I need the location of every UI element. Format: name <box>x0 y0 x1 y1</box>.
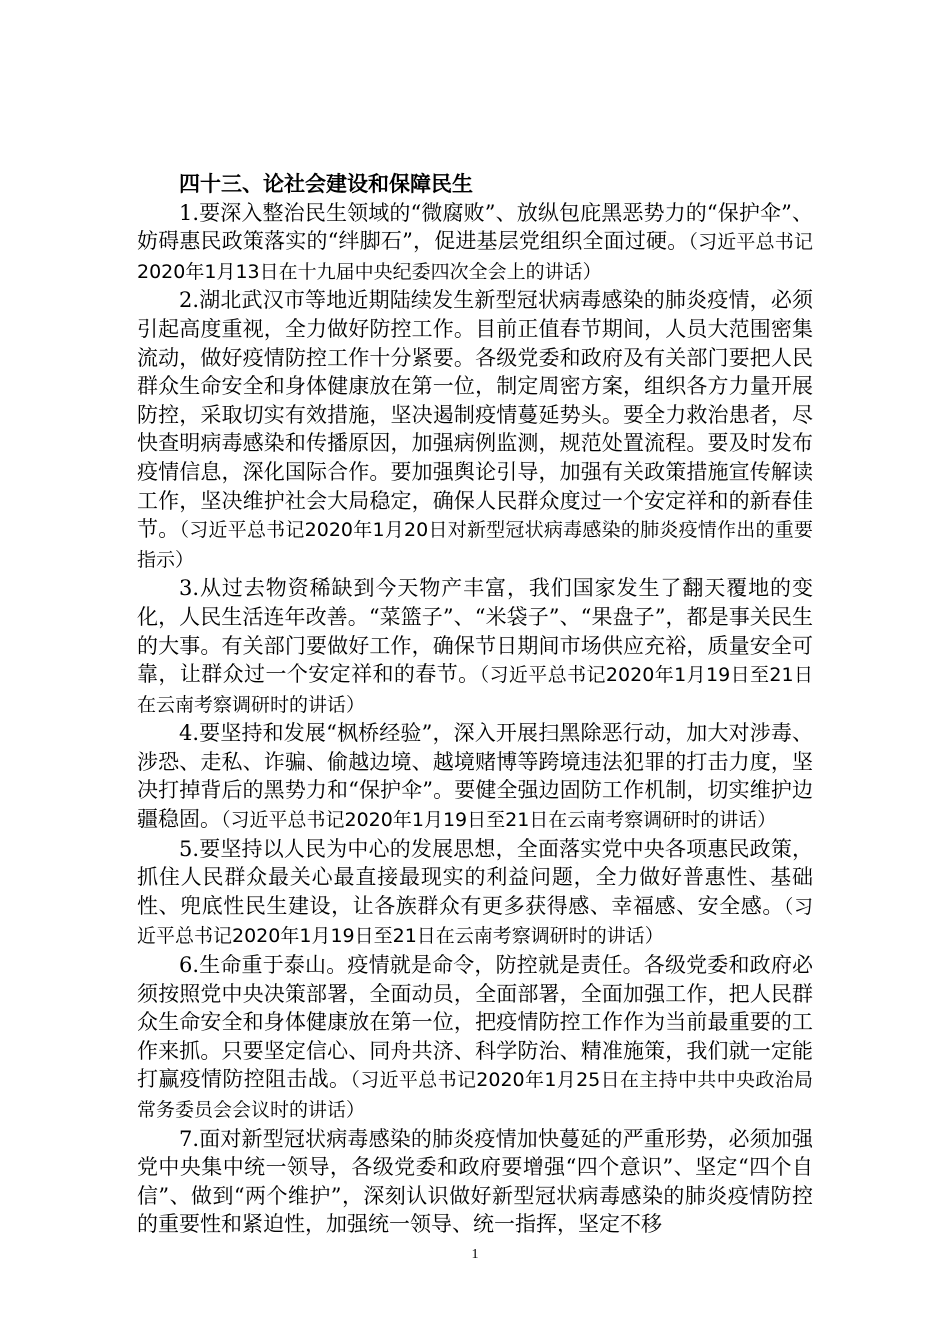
paragraph-citation: （习近平总书记2020年1月13日在十九届中央纪委四次全会上的讲话） <box>137 231 813 283</box>
paragraph-text: 2.湖北武汉市等地近期陆续发生新型冠状病毒感染的肺炎疫情，必须引起高度重视，全力做好防控工作。目前正值春节期间，人员大范围密集流动，做好疫情防控工作十分紧要。各级党委和政府及有关部门要把人民群众生命安全和身体健康放在第一位，制定周密方案，组织各方力量开展防控，采取切实有效措施，坚决遏制疫情蔓延势头。要全力救治患者，尽快查明病毒感染和传播原因，加强病例监测，规范处置流程。要及时发布疫情信息，深化国际合作。要加强舆论引导，加强有关政策措施宣传解读工作，坚决维护社会大局稳定，确保人民群众度过一个安定祥和的新春佳节。 <box>137 288 813 542</box>
paragraph-3 <box>137 574 813 719</box>
paragraph-text: 3.从过去物资稀缺到今天物产丰富，我们国家发生了翻天覆地的变化，人民生活连年改善。“菜篮子”、“米袋子”、“果盘子”，都是事关民生的大事。有关部门要做好工作，确保节日期间市场供应充裕，质量安全可靠，让群众过一个安定祥和的春节。 <box>137 576 813 687</box>
paragraph-2 <box>137 286 813 574</box>
paragraph-text: 7.面对新型冠状病毒感染的肺炎疫情加快蔓延的严重形势，必须加强党中央集中统一领导，各级党委和政府要增强“四个意识”、坚定“四个自信”、做到“两个维护”，深刻认识做好新型冠状病毒感染的肺炎疫情防控的重要性和紧迫性，加强统一领导、统一指挥，坚定不移 <box>137 1126 813 1237</box>
paragraph-citation: （习近平总书记2020年1月19日至21日在云南考察调研时的讲话） <box>137 664 814 716</box>
paragraph-text: 4.要坚持和发展“枫桥经验”，深入开展扫黑除恶行动，加大对涉毒、涉恐、走私、诈骗、偷越边境、越境赌博等跨境违法犯罪的打击力度，坚决打掉背后的黑势力和“保护伞”。要健全强边固防工作机制，切实维护边疆稳固。 <box>137 721 813 832</box>
document-body <box>137 170 813 1240</box>
section-heading: 四十三、论社会建设和保障民生 <box>179 171 473 196</box>
paragraph-citation: （习近平总书记2020年1月19日至21日在云南考察调研时的讲话） <box>137 895 813 948</box>
paragraph-7 <box>137 1125 813 1240</box>
page-number: 1 <box>471 1247 479 1262</box>
paragraph-citation: （习近平总书记2020年1月20日对新型冠状病毒感染的肺炎疫情作出的重要指示） <box>137 519 814 571</box>
paragraph-4 <box>137 719 813 834</box>
paragraph-5 <box>137 835 813 951</box>
paragraph-citation: （习近平总书记2020年1月25日在主持中共中央政治局常务委员会会议时的讲话） <box>137 1069 814 1121</box>
paragraph-text: 6.生命重于泰山。疫情就是命令，防控就是责任。各级党委和政府必须按照党中央决策部署，全面动员，全面部署，全面加强工作，把人民群众生命安全和身体健康放在第一位，把疫情防控工作作为当前最重要的工作来抓。只要坚定信心、同舟共济、科学防治、精准施策，我们就一定能打赢疫情防控阻击战。 <box>137 953 813 1092</box>
paragraph-citation: （习近平总书记2020年1月19日至21日在云南考察调研时的讲话） <box>221 809 777 832</box>
paragraph-text: 1.要深入整治民生领域的“微腐败”、放纵包庇黑恶势力的“保护伞”、妨碍惠民政策落实的“绊脚石”，促进基层党组织全面过硬。 <box>137 200 813 254</box>
paragraph-6 <box>137 951 813 1125</box>
paragraph-text: 5.要坚持以人民为中心的发展思想，全面落实党中央各项惠民政策，抓住人民群众最关心最直接最现实的利益问题，全力做好普惠性、基础性、兜底性民生建设，让各族群众有更多获得感、幸福感、安全感。 <box>137 836 813 918</box>
paragraph-1 <box>137 199 813 287</box>
